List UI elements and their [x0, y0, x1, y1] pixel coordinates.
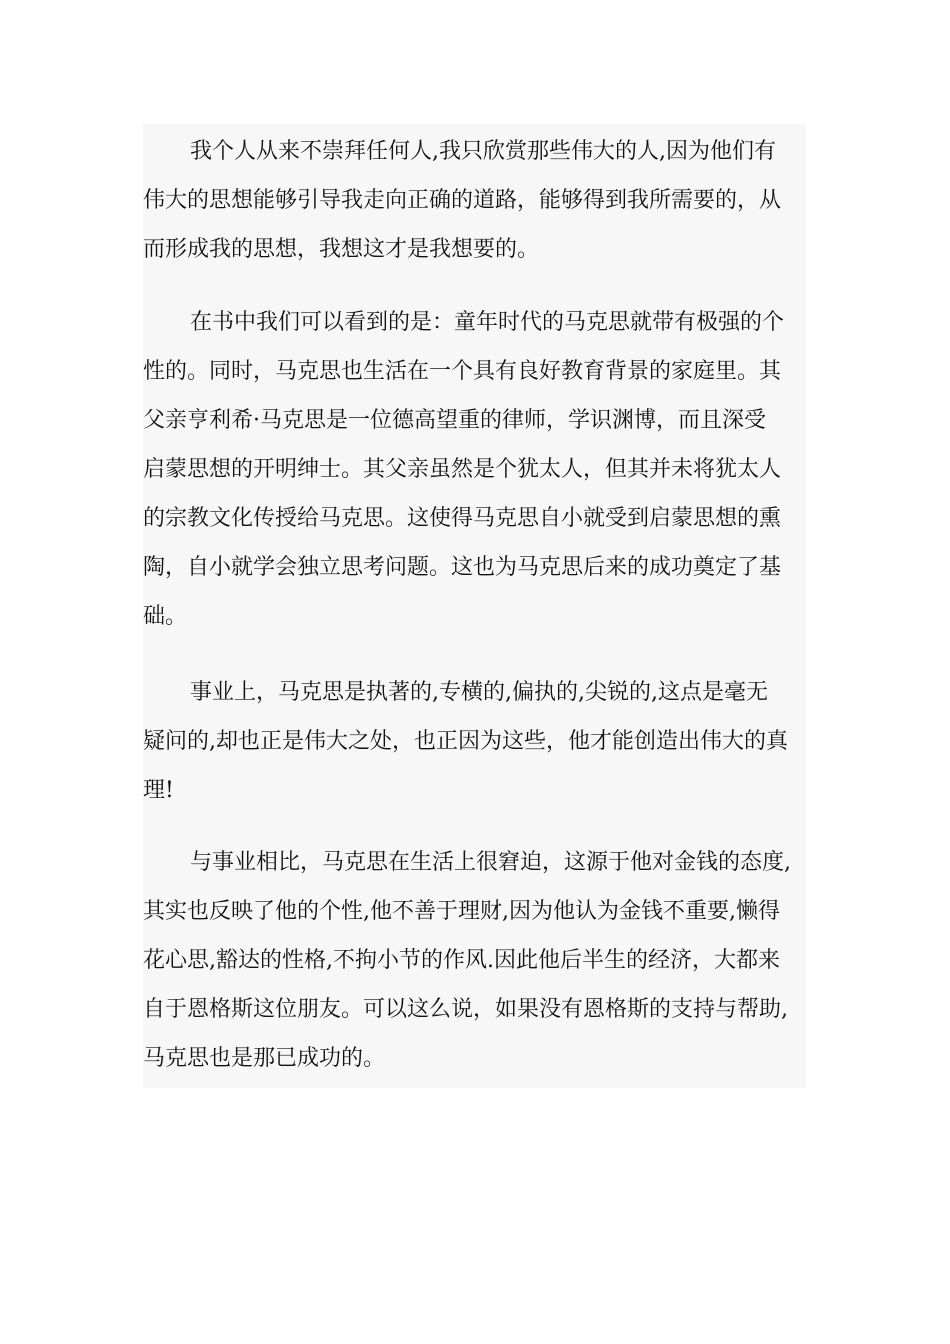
paragraph-line: 陶，自小就学会独立思考问题。这也为马克思后来的成功奠定了基 — [143, 555, 782, 580]
paragraph-line: 础。 — [143, 604, 188, 629]
paragraph-line: 性的。同时，马克思也生活在一个具有良好教育背景的家庭里。其 — [143, 359, 782, 384]
paragraph-line: 马克思也是那已成功的。 — [143, 1046, 386, 1071]
paragraph-line: 事业上，马克思是执著的,专横的,偏执的,尖锐的,这点是毫无 — [190, 680, 768, 705]
paragraph-line: 花心思,豁达的性格,不拘小节的作风.因此他后半生的经济，大都来 — [143, 948, 780, 973]
paragraph-line: 与事业相比，马克思在生活上很窘迫，这源于他对金钱的态度, — [190, 850, 791, 875]
paragraph-line: 的宗教文化传授给马克思。这使得马克思自小就受到启蒙思想的熏 — [143, 506, 782, 531]
paragraph-line: 启蒙思想的开明绅士。其父亲虽然是个犹太人，但其并未将犹太人 — [143, 457, 782, 482]
paragraph-line: 在书中我们可以看到的是：童年时代的马克思就带有极强的个 — [190, 310, 785, 335]
paragraph-line: 父亲亨利希·马克思是一位德高望重的律师，学识渊博，而且深受 — [143, 408, 766, 433]
paragraph-line: 其实也反映了他的个性,他不善于理财,因为他认为金钱不重要,懒得 — [143, 899, 780, 924]
paragraph-line: 自于恩格斯这位朋友。可以这么说，如果没有恩格斯的支持与帮助, — [143, 997, 788, 1022]
paragraph-line: 理! — [143, 778, 174, 803]
paragraph-line: 而形成我的思想，我想这才是我想要的。 — [143, 237, 540, 262]
essay-text-block — [143, 124, 806, 1088]
paragraph-line: 疑问的,却也正是伟大之处，也正因为这些，他才能创造出伟大的真 — [143, 729, 788, 754]
paragraph-line: 我个人从来不崇拜任何人,我只欣赏那些伟大的人,因为他们有 — [190, 139, 776, 164]
paragraph-line: 伟大的思想能够引导我走向正确的道路，能够得到我所需要的，从 — [143, 188, 782, 213]
